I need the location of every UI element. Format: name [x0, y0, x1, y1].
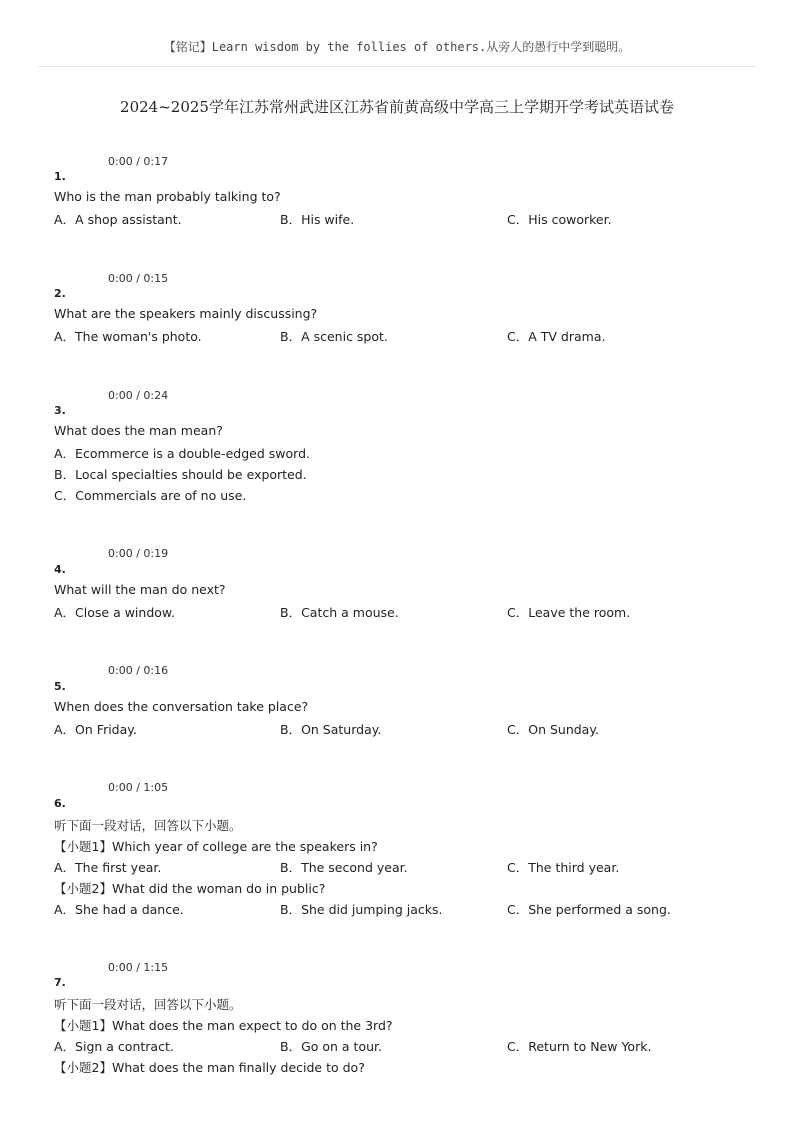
- option-c: C．The third year.: [507, 860, 620, 875]
- option-a: A．She had a dance.: [54, 902, 184, 917]
- header-divider: [38, 66, 756, 67]
- question-number: 7.: [54, 976, 66, 989]
- sub-question-1: 【小题1】Which year of college are the speakers in?: [54, 839, 378, 854]
- audio-player-time[interactable]: 0:00 / 0:19: [108, 547, 169, 560]
- option-c: C．His coworker.: [507, 212, 612, 227]
- option-c: C．A TV drama.: [507, 329, 606, 344]
- option-b: B．On Saturday.: [280, 722, 382, 737]
- option-b: B．The second year.: [280, 860, 408, 875]
- question-number: 5.: [54, 680, 66, 693]
- sub-question-2: 【小题2】What did the woman do in public?: [54, 881, 326, 896]
- option-c: C．She performed a song.: [507, 902, 671, 917]
- sub-question-2: 【小题2】What does the man finally decide to do?: [54, 1060, 365, 1075]
- question-number: 4.: [54, 563, 66, 576]
- option-c: C．Return to New York.: [507, 1039, 652, 1054]
- option-b: B．A scenic spot.: [280, 329, 388, 344]
- motto: 【铭记】Learn wisdom by the follies of others.从旁人的愚行中学到聪明。: [163, 40, 631, 54]
- question-stem: Who is the man probably talking to?: [54, 189, 281, 204]
- question-stem: What will the man do next?: [54, 582, 226, 597]
- option-a: A．The first year.: [54, 860, 162, 875]
- question-number: 3.: [54, 404, 66, 417]
- audio-player-time[interactable]: 0:00 / 0:24: [108, 389, 169, 402]
- option-a: A．Close a window.: [54, 605, 175, 620]
- question-stem: What are the speakers mainly discussing?: [54, 306, 318, 321]
- question-intro: 听下面一段对话，回答以下小题。: [54, 818, 242, 833]
- option-a: A．Sign a contract.: [54, 1039, 174, 1054]
- question-number: 6.: [54, 797, 66, 810]
- audio-player-time[interactable]: 0:00 / 0:15: [108, 272, 169, 285]
- option-b: B．Catch a mouse.: [280, 605, 399, 620]
- option-c: C．Commercials are of no use.: [54, 488, 247, 503]
- option-b: B．Local specialties should be exported.: [54, 467, 307, 482]
- question-stem: When does the conversation take place?: [54, 699, 309, 714]
- question-number: 1.: [54, 170, 66, 183]
- option-c: C．On Sunday.: [507, 722, 599, 737]
- audio-player-time[interactable]: 0:00 / 1:05: [108, 781, 169, 794]
- option-a: A．Ecommerce is a double-edged sword.: [54, 446, 310, 461]
- option-a: A．The woman's photo.: [54, 329, 202, 344]
- audio-player-time[interactable]: 0:00 / 1:15: [108, 961, 169, 974]
- sub-question-1: 【小题1】What does the man expect to do on the 3rd?: [54, 1018, 393, 1033]
- option-a: A．On Friday.: [54, 722, 137, 737]
- option-b: B．Go on a tour.: [280, 1039, 382, 1054]
- page-title: 2024~2025学年江苏常州武进区江苏省前黄高级中学高三上学期开学考试英语试卷: [120, 98, 674, 116]
- option-b: B．His wife.: [280, 212, 355, 227]
- option-c: C．Leave the room.: [507, 605, 631, 620]
- question-number: 2.: [54, 287, 66, 300]
- question-stem: What does the man mean?: [54, 423, 223, 438]
- audio-player-time[interactable]: 0:00 / 0:16: [108, 664, 169, 677]
- question-intro: 听下面一段对话，回答以下小题。: [54, 997, 242, 1012]
- audio-player-time[interactable]: 0:00 / 0:17: [108, 155, 169, 168]
- option-b: B．She did jumping jacks.: [280, 902, 443, 917]
- option-a: A．A shop assistant.: [54, 212, 182, 227]
